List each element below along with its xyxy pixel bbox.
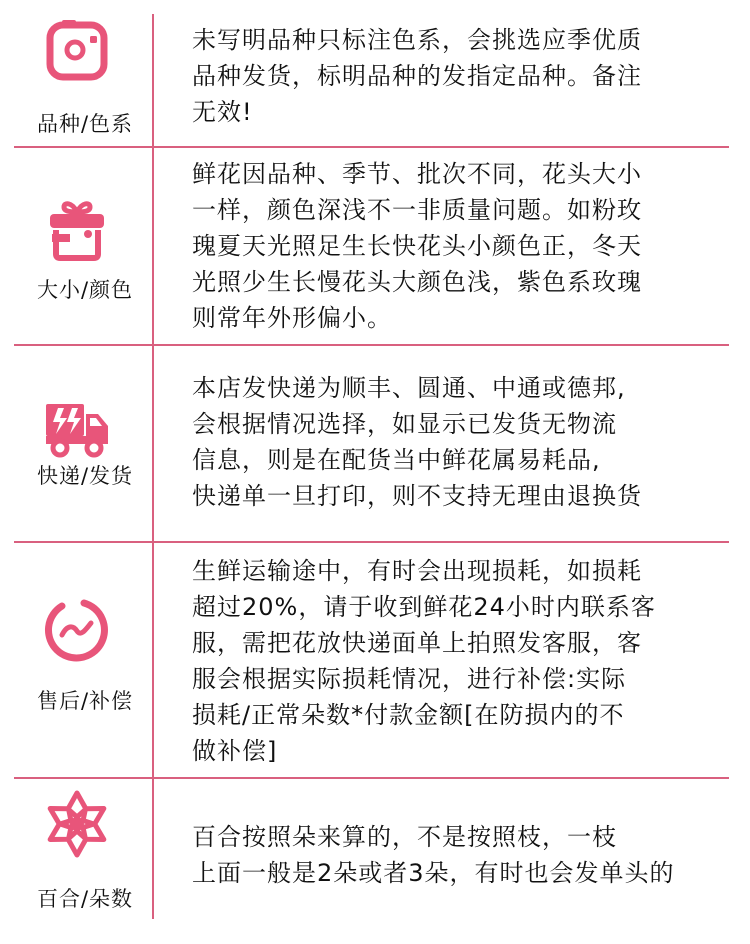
text-line: 损耗/正常朵数*付款金额[在防损内的不 (192, 701, 625, 729)
row-label: 百合/朵数 (36, 887, 134, 911)
table-row-delivery (0, 344, 750, 541)
text-line: 上面一般是2朵或者3朵，有时也会发单头的 (192, 859, 675, 887)
service-wave-icon (44, 597, 110, 663)
table-row-variety (0, 0, 750, 146)
row-label-cell (0, 541, 152, 777)
gift-icon (44, 198, 110, 264)
text-line: 无效! (192, 98, 253, 126)
table-row-size (0, 146, 750, 344)
text-line: 本店发快递为顺丰、圆通、中通或德邦, (192, 374, 626, 402)
text-line: 快递单一旦打印，则不支持无理由退换货 (192, 482, 642, 510)
text-line: 则常年外形偏小。 (192, 304, 392, 332)
row-description (192, 156, 722, 336)
text-line: 百合按照朵来算的，不是按照枝，一枝 (192, 823, 617, 851)
text-line: 未写明品种只标注色系，会挑选应季优质 (192, 26, 642, 54)
text-line: 做补偿] (192, 737, 278, 765)
camera-icon (44, 18, 110, 84)
text-line: 会根据情况选择，如显示已发货无物流 (192, 410, 617, 438)
row-label-cell (0, 777, 152, 937)
row-label-cell (0, 146, 152, 344)
row-label: 快递/发货 (36, 464, 134, 488)
row-description (192, 370, 722, 514)
text-line: 光照少生长慢花头大颜色浅，紫色系玫瑰 (192, 268, 642, 296)
row-description (192, 22, 722, 130)
table-row-lily (0, 777, 750, 937)
row-label: 品种/色系 (36, 112, 134, 136)
text-line: 品种发货，标明品种的发指定品种。备注 (192, 62, 642, 90)
table-row-after-sales (0, 541, 750, 777)
row-label: 大小/颜色 (36, 278, 134, 302)
truck-icon (44, 394, 110, 460)
text-line: 生鲜运输途中，有时会出现损耗，如损耗 (192, 557, 642, 585)
text-line: 超过20%，请于收到鲜花24小时内联系客 (192, 593, 656, 621)
row-label: 售后/补偿 (36, 689, 134, 713)
row-description (192, 553, 722, 769)
row-description (192, 819, 722, 891)
text-line: 一样，颜色深浅不一非质量问题。如粉玫 (192, 196, 642, 224)
row-label-cell (0, 0, 152, 146)
lily-flower-icon (42, 789, 112, 859)
text-line: 信息，则是在配货当中鲜花属易耗品, (192, 446, 601, 474)
text-line: 瑰夏天光照足生长快花头小颜色正，冬天 (192, 232, 642, 260)
text-line: 服会根据实际损耗情况，进行补偿:实际 (192, 665, 627, 693)
row-label-cell (0, 344, 152, 541)
text-line: 服，需把花放快递面单上拍照发客服，客 (192, 629, 642, 657)
text-line: 鲜花因品种、季节、批次不同，花头大小 (192, 160, 642, 188)
